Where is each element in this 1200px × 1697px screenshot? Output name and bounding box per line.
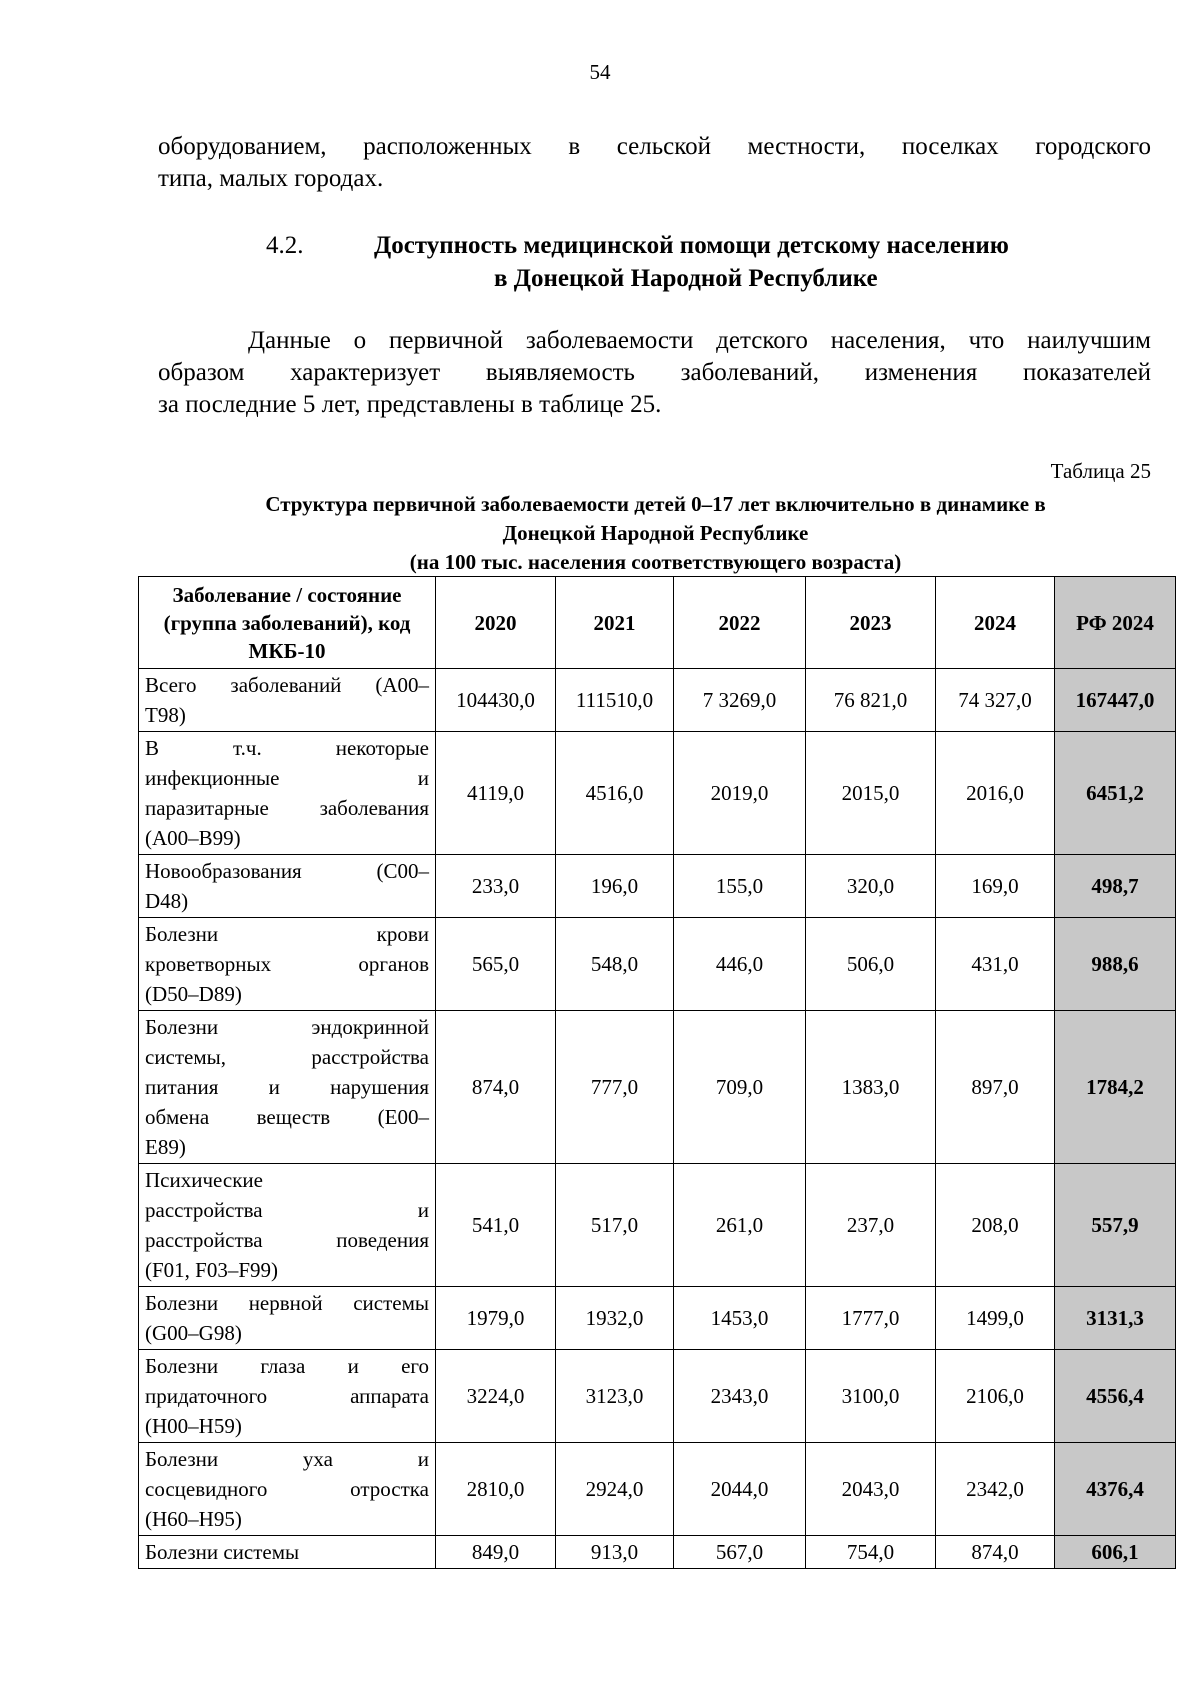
value-cell: 1932,0: [556, 1287, 674, 1350]
disease-name-line: Т98): [145, 703, 186, 727]
value-cell: 1383,0: [806, 1011, 936, 1164]
intro-paragraph: [158, 131, 1151, 195]
value-cell: 208,0: [936, 1164, 1055, 1287]
value-cell: 431,0: [936, 918, 1055, 1011]
rf-value-cell: 557,9: [1055, 1164, 1176, 1287]
header-rf: РФ 2024: [1055, 577, 1176, 669]
disease-name-line: (Н00–Н59): [145, 1414, 242, 1438]
disease-name-line: системы, расстройства: [145, 1045, 429, 1069]
value-cell: 897,0: [936, 1011, 1055, 1164]
value-cell: 541,0: [436, 1164, 556, 1287]
value-cell: 506,0: [806, 918, 936, 1011]
value-cell: 104430,0: [436, 669, 556, 732]
disease-name-line: Психические: [145, 1168, 263, 1192]
disease-name-line: Болезни нервной системы: [145, 1291, 429, 1315]
value-cell: 196,0: [556, 855, 674, 918]
value-cell: 3224,0: [436, 1350, 556, 1443]
value-cell: 320,0: [806, 855, 936, 918]
disease-name-line: сосцевидного отростка: [145, 1477, 429, 1501]
table-title: [138, 490, 1173, 577]
header-year: 2020: [436, 577, 556, 669]
value-cell: 777,0: [556, 1011, 674, 1164]
rf-value-cell: 3131,3: [1055, 1287, 1176, 1350]
paragraph-line: Данные о первичной заболеваемости детского населения, что наилучшим: [248, 327, 1151, 354]
body-paragraph: [158, 325, 1151, 421]
table-row: [139, 1011, 1176, 1164]
table-row: [139, 669, 1176, 732]
value-cell: 548,0: [556, 918, 674, 1011]
disease-name-line: (G00–G98): [145, 1321, 242, 1345]
disease-name-cell: [139, 1011, 436, 1164]
disease-name-line: (А00–В99): [145, 826, 241, 850]
intro-line: типа, малых городах.: [158, 165, 384, 192]
header-year: 2023: [806, 577, 936, 669]
disease-name-line: инфекционные и: [145, 766, 429, 790]
disease-name-line: обмена веществ (Е00–: [145, 1105, 429, 1129]
disease-name-line: Болезни эндокринной: [145, 1015, 429, 1039]
section-title-line: Доступность медицинской помощи детскому населению: [374, 232, 1009, 259]
intro-line: оборудованием, расположенных в сельской местности, поселках городского: [158, 133, 1151, 160]
table-title-line: Структура первичной заболеваемости детей 0–17 лет включительно в динамике в: [265, 492, 1046, 516]
rf-value-cell: 6451,2: [1055, 732, 1176, 855]
header-year: 2021: [556, 577, 674, 669]
value-cell: 2924,0: [556, 1443, 674, 1536]
disease-name-line: Болезни крови: [145, 922, 429, 946]
disease-name-line: Болезни уха и: [145, 1447, 429, 1471]
value-cell: 517,0: [556, 1164, 674, 1287]
disease-name-cell: [139, 669, 436, 732]
table-body: [139, 669, 1176, 1569]
table-row: [139, 732, 1176, 855]
value-cell: 169,0: [936, 855, 1055, 918]
disease-name-line: питания и нарушения: [145, 1075, 429, 1099]
disease-name-line: (F01, F03–F99): [145, 1258, 279, 1282]
value-cell: 1499,0: [936, 1287, 1055, 1350]
disease-name-cell: [139, 855, 436, 918]
disease-name-cell: [139, 1350, 436, 1443]
morbidity-table: [138, 576, 1176, 1569]
disease-name-line: (Н60–Н95): [145, 1507, 242, 1531]
disease-name-line: Новообразования (С00–: [145, 859, 429, 883]
disease-name-line: В т.ч. некоторые: [145, 736, 429, 760]
value-cell: 261,0: [674, 1164, 806, 1287]
table-row: [139, 1536, 1176, 1569]
value-cell: 874,0: [436, 1011, 556, 1164]
value-cell: 1453,0: [674, 1287, 806, 1350]
disease-name-line: Всего заболеваний (А00–: [145, 673, 429, 697]
value-cell: 3123,0: [556, 1350, 674, 1443]
value-cell: 7 3269,0: [674, 669, 806, 732]
value-cell: 874,0: [936, 1536, 1055, 1569]
disease-name-line: расстройства и: [145, 1198, 429, 1222]
value-cell: 4119,0: [436, 732, 556, 855]
table-title-line: (на 100 тыс. населения соответствующего возраста): [409, 550, 902, 574]
table-row: [139, 1287, 1176, 1350]
rf-value-cell: 498,7: [1055, 855, 1176, 918]
value-cell: 111510,0: [556, 669, 674, 732]
value-cell: 76 821,0: [806, 669, 936, 732]
rf-value-cell: 988,6: [1055, 918, 1176, 1011]
value-cell: 155,0: [674, 855, 806, 918]
value-cell: 709,0: [674, 1011, 806, 1164]
value-cell: 3100,0: [806, 1350, 936, 1443]
table-row: [139, 1350, 1176, 1443]
disease-name-cell: [139, 1164, 436, 1287]
value-cell: 2106,0: [936, 1350, 1055, 1443]
rf-value-cell: 1784,2: [1055, 1011, 1176, 1164]
disease-name-cell: [139, 918, 436, 1011]
rf-value-cell: 4376,4: [1055, 1443, 1176, 1536]
disease-name-line: придаточного аппарата: [145, 1384, 429, 1408]
disease-name-line: Болезни системы: [145, 1540, 300, 1564]
value-cell: 2016,0: [936, 732, 1055, 855]
rf-value-cell: 167447,0: [1055, 669, 1176, 732]
table-row: [139, 918, 1176, 1011]
disease-name-line: Болезни глаза и его: [145, 1354, 429, 1378]
disease-name-line: кроветворных органов: [145, 952, 429, 976]
value-cell: 4516,0: [556, 732, 674, 855]
table-row: [139, 855, 1176, 918]
value-cell: 2810,0: [436, 1443, 556, 1536]
disease-name-cell: [139, 1443, 436, 1536]
table-row: [139, 1164, 1176, 1287]
value-cell: 1979,0: [436, 1287, 556, 1350]
disease-name-cell: [139, 1536, 436, 1569]
value-cell: 2019,0: [674, 732, 806, 855]
value-cell: 849,0: [436, 1536, 556, 1569]
value-cell: 2343,0: [674, 1350, 806, 1443]
section-number: 4.2.: [266, 232, 304, 259]
value-cell: 2044,0: [674, 1443, 806, 1536]
value-cell: 1777,0: [806, 1287, 936, 1350]
table-label: Таблица 25: [1050, 459, 1151, 483]
disease-name-line: (D50–D89): [145, 982, 242, 1006]
table-header-row: [139, 577, 1176, 669]
value-cell: 567,0: [674, 1536, 806, 1569]
disease-name-line: расстройства поведения: [145, 1228, 429, 1252]
disease-name-line: паразитарные заболевания: [145, 796, 429, 820]
disease-name-line: Е89): [145, 1135, 186, 1159]
table-row: [139, 1443, 1176, 1536]
rf-value-cell: 606,1: [1055, 1536, 1176, 1569]
value-cell: 446,0: [674, 918, 806, 1011]
value-cell: 754,0: [806, 1536, 936, 1569]
header-year: 2024: [936, 577, 1055, 669]
header-year: 2022: [674, 577, 806, 669]
value-cell: 233,0: [436, 855, 556, 918]
value-cell: 2342,0: [936, 1443, 1055, 1536]
section-title-line: в Донецкой Народной Республике: [494, 265, 878, 292]
paragraph-line: за последние 5 лет, представлены в таблице 25.: [158, 391, 662, 418]
disease-name-line: D48): [145, 889, 189, 913]
table-title-line: Донецкой Народной Республике: [502, 521, 809, 545]
value-cell: 237,0: [806, 1164, 936, 1287]
disease-name-cell: [139, 732, 436, 855]
value-cell: 913,0: [556, 1536, 674, 1569]
page-number: 54: [589, 60, 611, 84]
paragraph-line: образом характеризует выявляемость заболеваний, изменения показателей: [158, 359, 1151, 386]
value-cell: 74 327,0: [936, 669, 1055, 732]
header-disease: Заболевание / состояние (группа заболеваний), код МКБ-10: [139, 577, 436, 669]
rf-value-cell: 4556,4: [1055, 1350, 1176, 1443]
value-cell: 565,0: [436, 918, 556, 1011]
value-cell: 2043,0: [806, 1443, 936, 1536]
disease-name-cell: [139, 1287, 436, 1350]
value-cell: 2015,0: [806, 732, 936, 855]
